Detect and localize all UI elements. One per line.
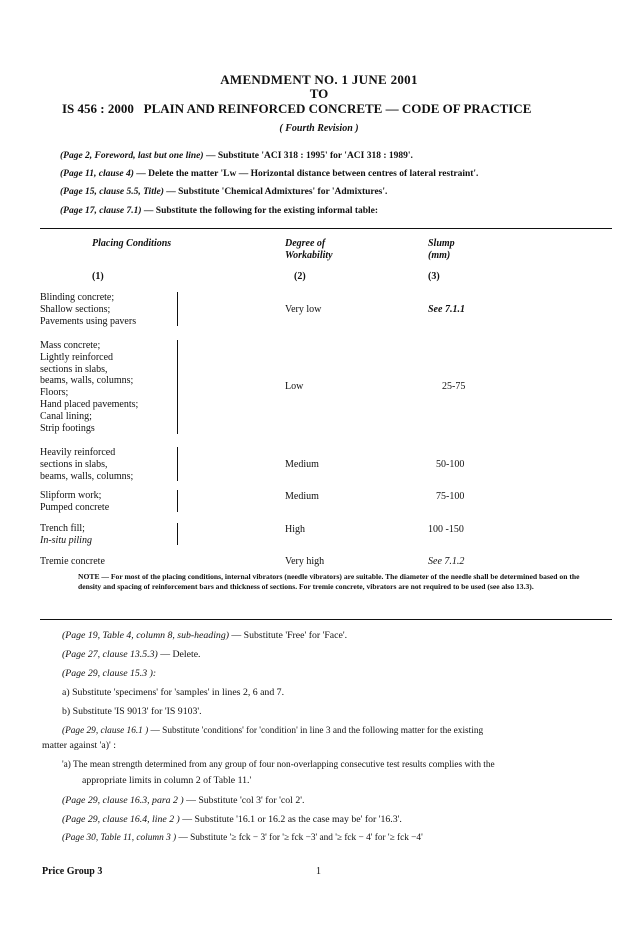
- condition-line: Pumped concrete: [40, 501, 110, 513]
- standard-number: IS 456 : 2000: [62, 101, 134, 116]
- condition-line: Tremie concrete: [40, 556, 105, 567]
- amend-text: The mean strength determined from any group of four non-overlapping consecutive test results complies with the: [70, 760, 495, 770]
- intro-ref: (Page 2, Foreword, last but one line): [60, 151, 204, 161]
- amendment-title: AMENDMENT NO. 1 JUNE 2001: [220, 72, 418, 87]
- page-number: 1: [316, 866, 321, 877]
- intro-item: [60, 187, 620, 197]
- amend-text: matter against 'a)' :: [42, 740, 116, 751]
- intro-ref: (Page 11, clause 4): [60, 169, 134, 179]
- amend-line: [62, 833, 423, 843]
- slump-cell: 100 -150: [428, 524, 464, 535]
- amend-ref: (Page 29, clause 16.3, para 2 ): [62, 795, 184, 806]
- condition-line: Hand placed pavements;: [40, 398, 139, 410]
- amendment-to: TO: [309, 86, 329, 101]
- amend-ref: (Page 30, Table 11, column 3 ): [62, 833, 177, 843]
- amend-ref: b): [62, 706, 71, 717]
- intro-ref: (Page 17, clause 7.1): [60, 206, 142, 216]
- condition-line: Pavements using pavers: [40, 315, 137, 327]
- slump-cell: See 7.1.2: [428, 556, 465, 567]
- table-row: [40, 556, 105, 568]
- workability-cell: Medium: [285, 459, 319, 470]
- table-row: [40, 490, 109, 514]
- condition-line: In-situ piling: [40, 534, 92, 546]
- workability-cell: Very low: [285, 304, 322, 315]
- standard-title: [62, 101, 622, 117]
- condition-line: Mass concrete;: [40, 340, 101, 351]
- condition-line: sections in slabs,: [40, 458, 108, 470]
- row-brace: [172, 292, 178, 326]
- condition-line: Floors;: [40, 387, 69, 399]
- revision-label: ( Fourth Revision ): [279, 123, 359, 134]
- col-number-3: (3): [428, 271, 440, 282]
- amend-line: [62, 795, 304, 806]
- col-number-1: (1): [92, 271, 104, 282]
- amend-line: [62, 630, 347, 641]
- intro-item: [60, 206, 620, 216]
- amend-line: [62, 814, 402, 825]
- workability-cell: Very high: [285, 556, 325, 567]
- intro-item: [60, 169, 620, 179]
- table-row: [40, 523, 92, 547]
- condition-line: sections in slabs,: [40, 363, 108, 375]
- amend-text: — Substitute 'col 3' for 'col 2'.: [183, 795, 305, 806]
- col-number-2: (2): [294, 271, 306, 282]
- row-brace: [172, 340, 178, 434]
- condition-line: beams, walls, columns;: [40, 470, 134, 482]
- amend-line: [62, 668, 156, 679]
- amend-line: [62, 706, 202, 717]
- table-row: [40, 447, 133, 482]
- amend-text: — Substitute 'conditions' for 'condition' in line 3 and the following matter for the existing: [148, 726, 484, 736]
- table-bottom-rule: [40, 619, 612, 620]
- condition-line: Lightly reinforced: [40, 351, 114, 363]
- amend-ref: (Page 27, clause 13.5.3): [62, 649, 158, 660]
- intro-text: — Substitute 'Chemical Admixtures' for 'Admixtures'.: [163, 187, 388, 197]
- row-brace: [172, 447, 178, 481]
- header-slump-2: (mm): [428, 250, 451, 261]
- amend-ref: (Page 29, clause 16.4, line 2 ): [62, 814, 180, 825]
- amend-ref: a): [62, 687, 70, 698]
- header-slump-1: Slump: [428, 238, 455, 249]
- price-group: Price Group 3: [42, 866, 103, 877]
- amend-line: [82, 775, 251, 786]
- workability-cell: Low: [285, 381, 304, 392]
- row-brace: [172, 490, 178, 512]
- amend-ref: (Page 29, clause 16.1 ): [62, 726, 149, 736]
- condition-line: Shallow sections;: [40, 303, 111, 315]
- row-brace: [172, 523, 178, 545]
- amend-text: — Delete.: [157, 649, 201, 660]
- amend-line: [62, 687, 284, 698]
- amend-text: appropriate limits in column 2 of Table 11.': [82, 775, 252, 786]
- condition-line: Heavily reinforced: [40, 447, 116, 458]
- intro-ref: (Page 15, clause 5.5, Title): [60, 187, 164, 197]
- code-title: PLAIN AND REINFORCED CONCRETE — CODE OF PRACTICE: [143, 101, 532, 116]
- amend-text: Substitute 'specimens' for 'samples' in lines 2, 6 and 7.: [69, 687, 285, 698]
- table-row: [40, 292, 136, 327]
- amend-ref: (Page 29, clause 15.3 ):: [62, 668, 157, 679]
- amend-line: [42, 740, 116, 751]
- condition-line: Strip footings: [40, 422, 95, 434]
- workability-cell: High: [285, 524, 305, 535]
- intro-text: — Substitute 'ACI 318 : 1995' for 'ACI 318 : 1989'.: [203, 151, 413, 161]
- slump-cell: 50-100: [436, 459, 465, 470]
- condition-line: beams, walls, columns;: [40, 375, 134, 387]
- header-workability-2: Workability: [285, 250, 333, 261]
- workability-cell: Medium: [285, 491, 319, 502]
- amend-text: — Substitute '16.1 or 16.2 as the case may be' for '16.3'.: [179, 814, 402, 825]
- amend-ref: (Page 19, Table 4, column 8, sub-heading): [62, 630, 229, 641]
- condition-line: Slipform work;: [40, 490, 102, 501]
- condition-line: Trench fill;: [40, 523, 85, 534]
- amend-line: [62, 760, 495, 770]
- header-workability-1: Degree of: [285, 238, 326, 249]
- amend-line: [62, 649, 201, 660]
- intro-text: — Delete the matter 'Lw — Horizontal distance between centres of lateral restraint'.: [133, 169, 479, 179]
- slump-cell: 75-100: [436, 491, 465, 502]
- table-row: [40, 340, 138, 434]
- table-top-rule: [40, 228, 612, 229]
- amend-text: — Substitute '≥ fck − 3' for '≥ fck −3' and '≥ fck − 4' for '≥ fck −4': [176, 833, 423, 843]
- amend-ref: 'a): [62, 760, 71, 770]
- amend-text: — Substitute 'Free' for 'Face'.: [228, 630, 348, 641]
- amend-text: Substitute 'IS 9013' for 'IS 9103'.: [70, 706, 202, 717]
- intro-item: [60, 151, 620, 161]
- condition-line: Blinding concrete;: [40, 292, 115, 303]
- amend-line: [62, 726, 483, 736]
- intro-text: — Substitute the following for the existing informal table:: [141, 206, 379, 216]
- slump-cell: See 7.1.1: [428, 304, 465, 315]
- condition-line: Canal lining;: [40, 410, 92, 422]
- table-note: NOTE — For most of the placing conditions, internal vibrators (needle vibrators) are suitable. The diameter of the needle shall be determined based on the density and spacing of reinforcement bars and thickness of sections. For tremie concrete, vibrators are not required to be used (see also 13.3).: [78, 572, 580, 591]
- header-placing: Placing Conditions: [92, 238, 172, 249]
- slump-cell: 25-75: [442, 381, 466, 392]
